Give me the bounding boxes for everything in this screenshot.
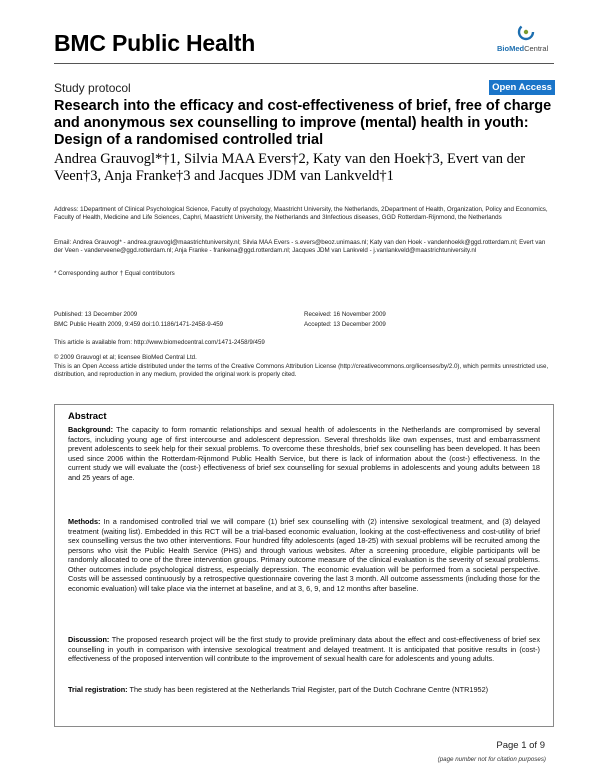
review-dates: [304, 311, 544, 332]
open-access-badge: Open Access: [489, 80, 555, 95]
article-title: Research into the efficacy and cost-effectiveness of brief, free of charge and anonymous sex counselling to improve (mental) health in youth: Design of a randomised controlled trial: [54, 98, 552, 148]
background-label: Background:: [68, 425, 113, 434]
abstract-trial-registration: [68, 685, 540, 695]
license-text: This is an Open Access article distributed under the terms of the Creative Commons Attribution License (http://creativecommons.org/licenses/by/2.0), which permits unrestricted use, distribution, and reproduction in any medium, provided the original work is properly cited.: [54, 363, 549, 379]
trial-text: The study has been registered at the Netherlands Trial Register, part of the Dutch Cochrane Centre (NTR1952): [129, 685, 489, 694]
methods-text: In a randomised controlled trial we will compare (1) brief sex counselling with (2) intensive sexological treatment, and (3) delayed treatment (waiting list). Embedded in this RCT will be a trial-based economic evaluation, looking at the cost-effectiveness and cost-utility of brief sex counselling versus the two other interventions. Four hundred fifty adolescents (aged 18-25) with sexual problems will be recruited among the persons who visit the Public Health Service (PHS) and through various websites. After a screening procedure, eligible participants will be randomly allocated to one of the three intervention groups. Primary outcome measure of the clinical evaluation is the severity of sexual problems. Other outcomes include psychological distress, especially depression. The economic evaluation will be performed from a societal perspective. Costs will be assessed continuously by a retrospective questionnaire covering the last 3 month. All outcome assessments (including those for the economic evaluation) will take place via the internet at baseline, and at 3, 6, 9, and 12 months after baseline.: [68, 517, 540, 593]
article-url[interactable]: This article is available from: http://www.biomedcentral.com/1471-2458/9/459: [54, 339, 265, 346]
biomed-swirl-icon: [517, 22, 535, 42]
article-type: Study protocol: [54, 81, 131, 95]
author-emails: Email: Andrea Grauvogl* - andrea.grauvogl@maastrichtuniversity.nl; Silvia MAA Evers - s.evers@beoz.unimaas.nl; Katy van den Hoek - vandenhoekk@ggd.rotterdam.nl; Evert van der Veen - vanderveene@ggd.rotterdam.nl; Anja Franke - frankena@ggd.rotterdam.nl; Jacques JDM van Lankveld - j.vanlankveld@maastrichtuniversity.nl: [54, 239, 546, 255]
discussion-label: Discussion:: [68, 635, 110, 644]
header-divider: [54, 63, 554, 64]
abstract-heading: Abstract: [68, 411, 107, 422]
trial-label: Trial registration:: [68, 685, 128, 694]
author-list: Andrea Grauvogl*†1, Silvia MAA Evers†2, Katy van den Hoek†3, Evert van der Veen†3, Anja Franke†3 and Jacques JDM van Lankveld†1: [54, 151, 526, 184]
biomed-central-logo[interactable]: [497, 22, 553, 54]
copyright-line: © 2009 Grauvogl et al; licensee BioMed Central Ltd.: [54, 354, 197, 361]
citation-line[interactable]: BMC Public Health 2009, 9:459 doi:10.1186/1471-2458-9-459: [54, 321, 224, 329]
abstract-methods: [68, 517, 540, 593]
background-text: The capacity to form romantic relationships and sexual health of adolescents in the Netherlands are compromised by several factors, including young age of first intercourse and adolescent depression. Several thresholds like own expenses, trust and embarrassment prevent adolescents to seek help for their sexual problems. To overcome these thresholds, brief sex counselling has been developed. It has been used since 2006 within the Rotterdam-Rijnmond Public Health Service, but there is lack of information about the (cost-) effectiveness. In the current study we will evaluate the (cost-) effectiveness of brief sex counselling for sexual problems in adolescents and young adults between 18 and 25 years of age.: [68, 425, 540, 482]
author-notes: * Corresponding author † Equal contributors: [54, 270, 175, 277]
methods-label: Methods:: [68, 517, 101, 526]
received-date: Received: 16 November 2009: [304, 311, 386, 318]
biomed-wordmark: BioMedCentral: [497, 44, 549, 53]
abstract-background: [68, 425, 540, 482]
publication-info: [54, 311, 294, 332]
accepted-date: Accepted: 13 December 2009: [304, 321, 386, 329]
journal-title: BMC Public Health: [54, 30, 256, 56]
page-number: Page 1 of 9: [496, 740, 545, 751]
abstract-discussion: [68, 635, 540, 664]
page-number-note: (page number not for citation purposes): [437, 756, 546, 763]
author-address: Address: 1Department of Clinical Psychological Science, Faculty of psychology, Maastricht University, the Netherlands, 2Department of Health, Organization, Policy and Economics, Faculty of Health, Medicine and Life Sciences, Caphri, Maastricht University, the Netherlands and 3Infectious diseases, GGD Rotterdam-Rijnmond, the Netherlands: [54, 206, 548, 222]
published-date: Published: 13 December 2009: [54, 311, 138, 318]
discussion-text: The proposed research project will be the first study to provide preliminary data about the effect and cost-effectiveness of brief sex counselling in youth in comparison with intensive sexological treatment and delayed treatment. It is anticipated that positive results in (cost-) effectiveness of the proposed intervention will contribute to the improvement of sexual health care for adolescents and young adults.: [68, 635, 540, 663]
